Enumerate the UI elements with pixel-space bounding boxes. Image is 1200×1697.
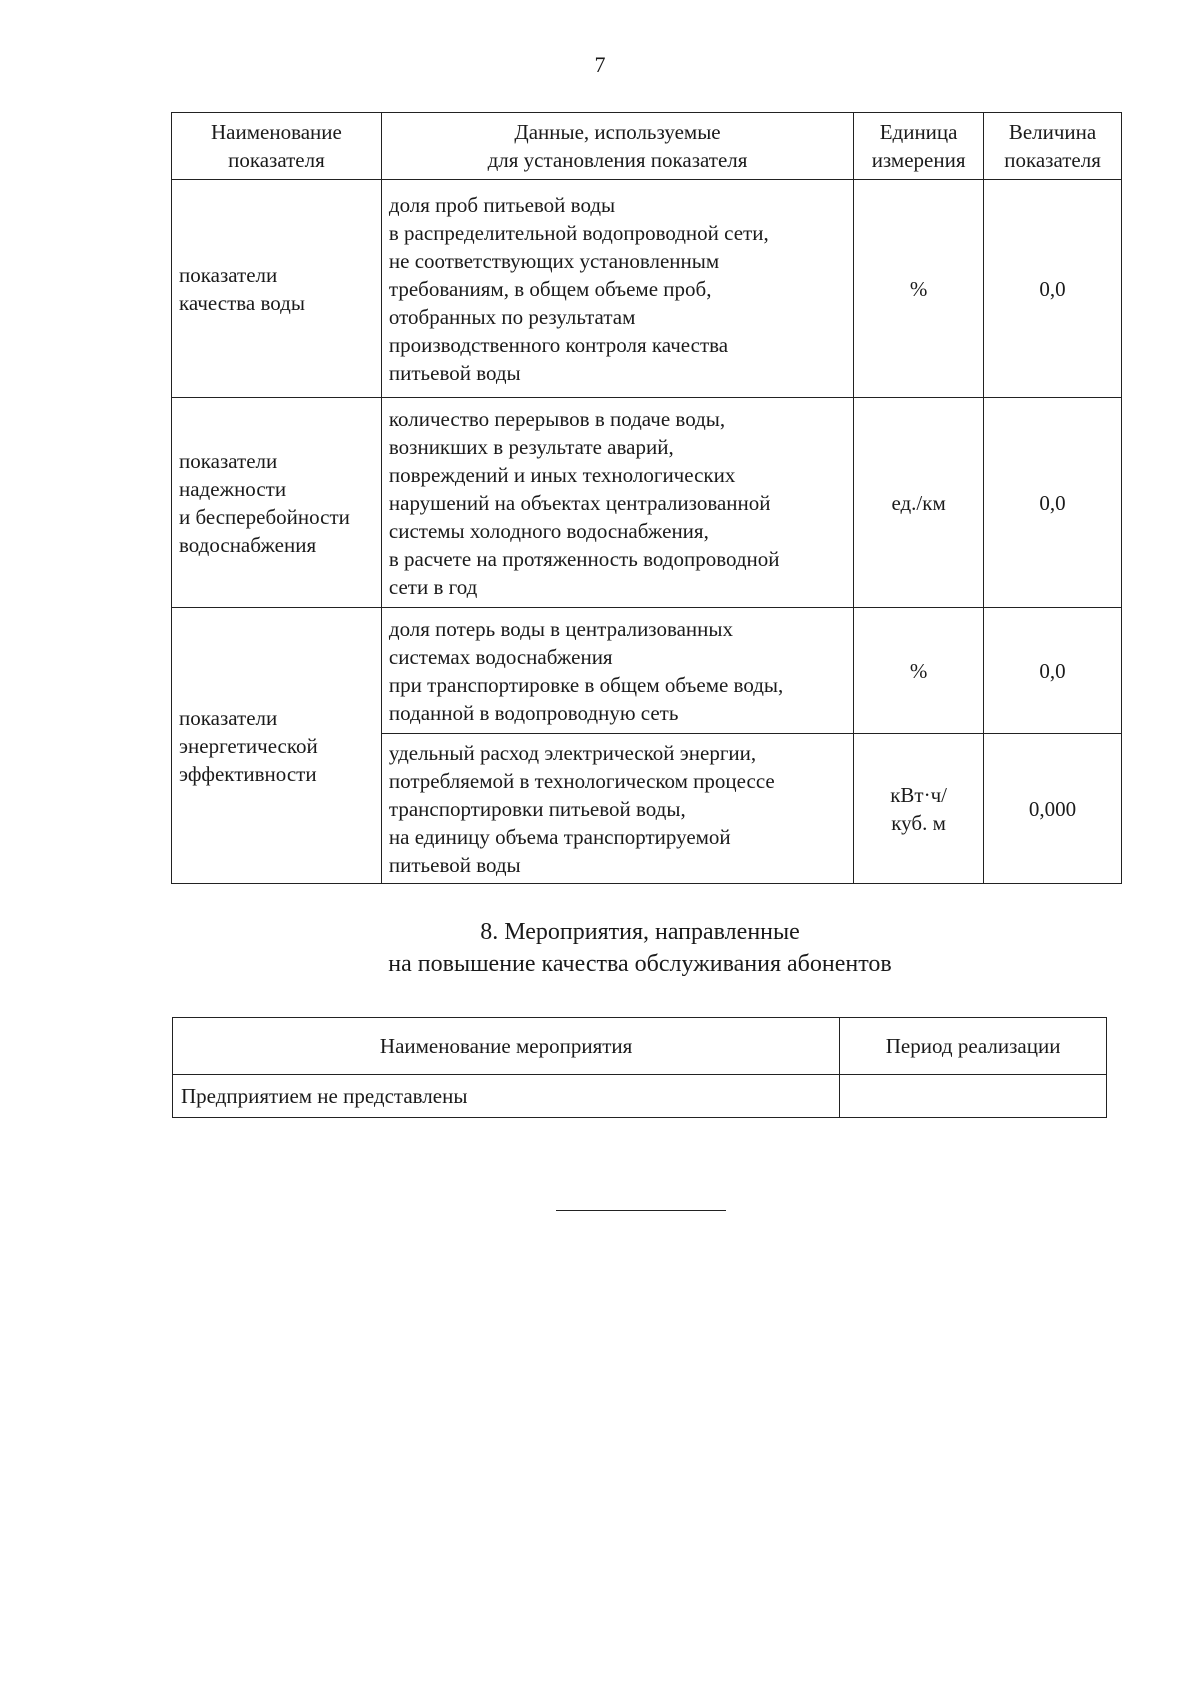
indicator-name-cell <box>172 398 382 608</box>
indicator-name-cell <box>172 180 382 398</box>
text-line: и бесперебойности <box>179 504 350 529</box>
text-line: доля потерь воды в централизованных <box>388 616 734 641</box>
section-title <box>0 916 1200 980</box>
text-line: отобранных по результатам <box>388 304 636 329</box>
unit-cell <box>854 180 984 398</box>
table-row <box>172 180 1122 398</box>
text-line: 0,000 <box>1028 796 1077 821</box>
text-line: 0,0 <box>1039 490 1066 515</box>
header-text-line: для установления показателя <box>487 148 748 172</box>
section-title-line: 8. Мероприятия, направленные <box>480 919 800 945</box>
header-period: Период реализации <box>840 1018 1107 1075</box>
header-text-line: показателя <box>228 148 325 172</box>
value-cell <box>984 608 1122 734</box>
text-line: ед./км <box>891 490 946 515</box>
unit-cell <box>854 398 984 608</box>
text-line: системах водоснабжения <box>388 644 613 669</box>
text-line: возникших в результате аварий, <box>388 434 674 459</box>
measure-name-cell: Предприятием не представлены <box>173 1075 840 1118</box>
text-line: эффективности <box>179 761 317 786</box>
text-line: % <box>909 276 928 301</box>
indicator-data-cell <box>381 608 853 734</box>
value-cell <box>984 180 1122 398</box>
header-value <box>984 113 1122 180</box>
text-line: не соответствующих установленным <box>388 248 720 273</box>
text-line: питьевой воды <box>388 360 521 385</box>
table-row <box>172 608 1122 734</box>
measures-header-row <box>173 1018 1107 1075</box>
indicators-table <box>171 112 1122 884</box>
indicator-data-cell <box>381 180 853 398</box>
header-measure-name: Наименование мероприятия <box>173 1018 840 1075</box>
text-line: энергетической <box>179 733 318 758</box>
value-cell <box>984 398 1122 608</box>
indicator-name-cell <box>172 608 382 884</box>
text-line: сети в год <box>388 574 478 599</box>
text-line: питьевой воды <box>388 852 521 877</box>
indicator-data-cell <box>381 398 853 608</box>
text-line: системы холодного водоснабжения, <box>388 518 709 543</box>
end-rule-divider <box>556 1210 726 1211</box>
header-unit <box>854 113 984 180</box>
text-line: нарушений на объектах централизованной <box>388 490 771 515</box>
text-line: в расчете на протяженность водопроводной <box>388 546 780 571</box>
text-line: показатели <box>179 705 278 730</box>
text-line: требованиям, в общем объеме проб, <box>388 276 712 301</box>
text-line: % <box>909 658 928 683</box>
indicators-header-row <box>172 113 1122 180</box>
text-line: в распределительной водопроводной сети, <box>388 220 769 245</box>
text-line: поданной в водопроводную сеть <box>388 700 679 725</box>
period-cell <box>840 1075 1107 1118</box>
text-line: на единицу объема транспортируемой <box>388 824 731 849</box>
unit-cell <box>854 608 984 734</box>
header-text-line: Величина <box>1008 120 1097 144</box>
header-text-line: Данные, используемые <box>514 120 721 144</box>
unit-cell <box>854 734 984 884</box>
text-line: транспортировки питьевой воды, <box>388 796 686 821</box>
text-line: производственного контроля качества <box>388 332 729 357</box>
table-row <box>172 398 1122 608</box>
table-row <box>173 1075 1107 1118</box>
text-line: 0,0 <box>1039 276 1066 301</box>
text-line: повреждений и иных технологических <box>388 462 736 487</box>
text-line: куб. м <box>891 810 946 835</box>
header-text-line: Наименование <box>211 120 342 144</box>
header-text-line: показателя <box>1004 148 1101 172</box>
text-line: потребляемой в технологическом процессе <box>388 768 775 793</box>
section-title-line: на повышение качества обслуживания абонентов <box>388 951 892 977</box>
text-line: кВт·ч/ <box>890 782 947 807</box>
text-line: показатели <box>179 262 278 287</box>
header-text-line: Единица <box>879 120 958 144</box>
text-line: 0,0 <box>1039 658 1066 683</box>
page-number: 7 <box>594 52 606 77</box>
text-line: показатели <box>179 448 278 473</box>
text-line: качества воды <box>179 290 305 315</box>
text-line: надежности <box>179 476 287 501</box>
text-line: водоснабжения <box>179 532 317 557</box>
header-text-line: измерения <box>871 148 966 172</box>
header-indicator-name <box>172 113 382 180</box>
text-line: количество перерывов в подаче воды, <box>388 406 726 431</box>
indicator-data-cell <box>381 734 853 884</box>
header-indicator-data <box>381 113 853 180</box>
measures-table <box>172 1017 1107 1118</box>
value-cell <box>984 734 1122 884</box>
text-line: удельный расход электрической энергии, <box>388 740 757 765</box>
text-line: доля проб питьевой воды <box>388 192 616 217</box>
text-line: при транспортировке в общем объеме воды, <box>388 672 784 697</box>
